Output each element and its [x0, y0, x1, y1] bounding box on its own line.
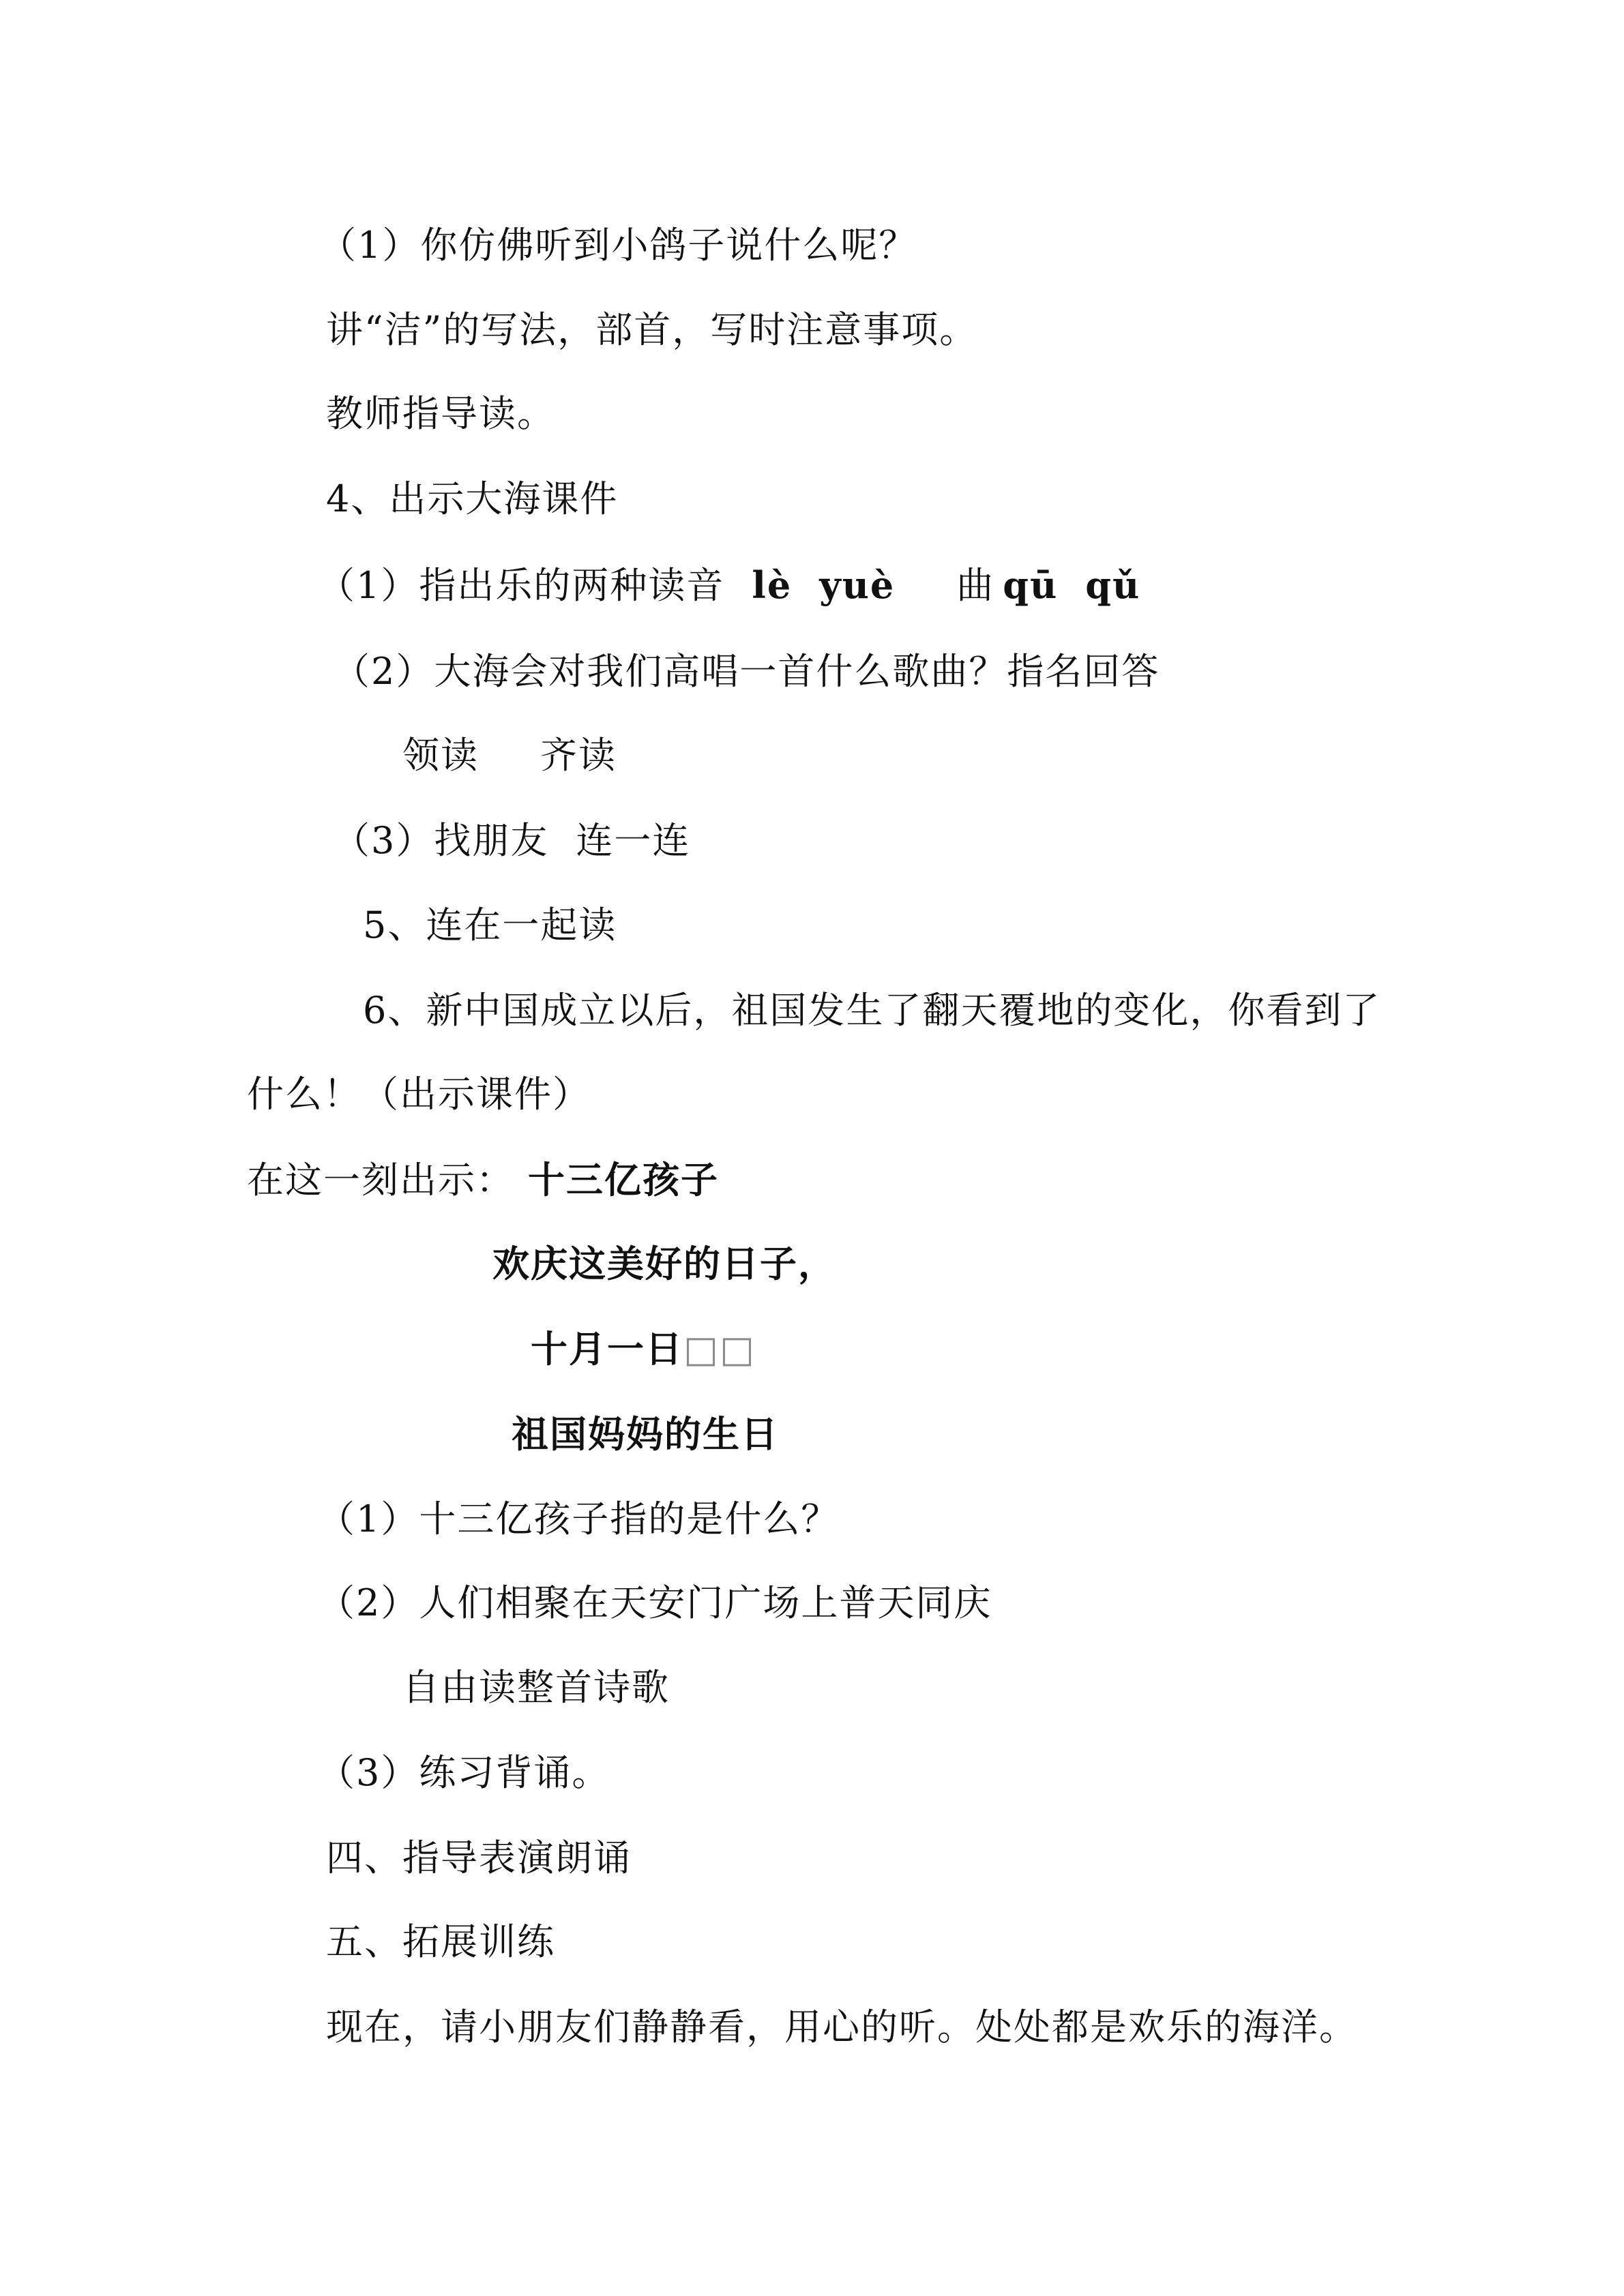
placeholder-boxes: □□	[683, 1328, 756, 1371]
text-line	[247, 1071, 591, 1118]
text-line	[402, 732, 617, 779]
line-text: 4、出示大海课件	[326, 477, 619, 520]
line-text: 祖国妈妈的生日	[512, 1412, 779, 1456]
text-line	[247, 1156, 719, 1204]
line-text: 教师指导读。	[326, 392, 555, 435]
poem-line	[492, 1240, 836, 1287]
text-line	[318, 1495, 839, 1543]
line-text: （3）找朋友	[333, 819, 549, 862]
pinyin-le: lè	[752, 563, 793, 607]
line-text: （3）练习背诵。	[318, 1751, 610, 1794]
line-text: 五、拓展训练	[326, 1920, 555, 1963]
text-line	[319, 222, 917, 269]
text-line	[326, 306, 977, 354]
text-line	[326, 1918, 555, 1966]
line-text: 齐读	[540, 734, 617, 777]
line-text: 现在，请小朋友们静静看，用心的听。处处都是欢乐的海洋。	[326, 2006, 1357, 2048]
text-line	[333, 817, 690, 865]
line-text: （1）你仿佛听到小鸽子说什么呢？	[319, 224, 917, 267]
poem-line: 十三亿孩子	[528, 1158, 719, 1202]
line-text: 讲“洁”的写法，部首，写时注意事项。	[326, 308, 978, 351]
text-line	[318, 1579, 992, 1627]
poem-line	[531, 1325, 756, 1373]
text-line	[318, 1749, 610, 1797]
line-text: 欢庆这美好的日子，	[492, 1242, 836, 1285]
line-text: 什么！（出示课件）	[247, 1073, 591, 1116]
char-qu: 曲	[956, 564, 995, 607]
text-line	[326, 390, 555, 438]
line-text: 自由读整首诗歌	[402, 1666, 670, 1709]
line-text: （1）指出乐的两种读音	[318, 564, 725, 607]
pinyin-qu3: qǔ	[1085, 563, 1141, 607]
text-line	[363, 987, 1381, 1034]
text-line	[326, 1834, 632, 1882]
line-text: 5、连在一起读	[363, 904, 617, 946]
line-text: 连一连	[576, 819, 691, 862]
line-text: 在这一刻出示：	[247, 1159, 514, 1202]
text-line	[326, 2003, 1357, 2051]
text-line	[402, 1664, 670, 1712]
pinyin-yue: yuè	[819, 563, 896, 607]
text-line	[333, 648, 1160, 696]
line-text: （2）大海会对我们高唱一首什么歌曲？指名回答	[333, 650, 1160, 693]
line-text: 四、指导表演朗诵	[326, 1836, 632, 1879]
line-text: 领读	[402, 734, 479, 777]
text-line	[326, 475, 618, 523]
text-line	[318, 561, 1140, 610]
line-text: （1）十三亿孩子指的是什么？	[318, 1497, 840, 1540]
poem-line	[512, 1410, 779, 1458]
line-text: 6、新中国成立以后，祖国发生了翻天覆地的变化，你看到了	[363, 989, 1381, 1032]
line-text: 十月一日	[531, 1327, 683, 1371]
line-text: （2）人们相聚在天安门广场上普天同庆	[318, 1581, 992, 1624]
pinyin-qu1: qū	[1003, 563, 1059, 607]
text-line	[363, 901, 617, 949]
